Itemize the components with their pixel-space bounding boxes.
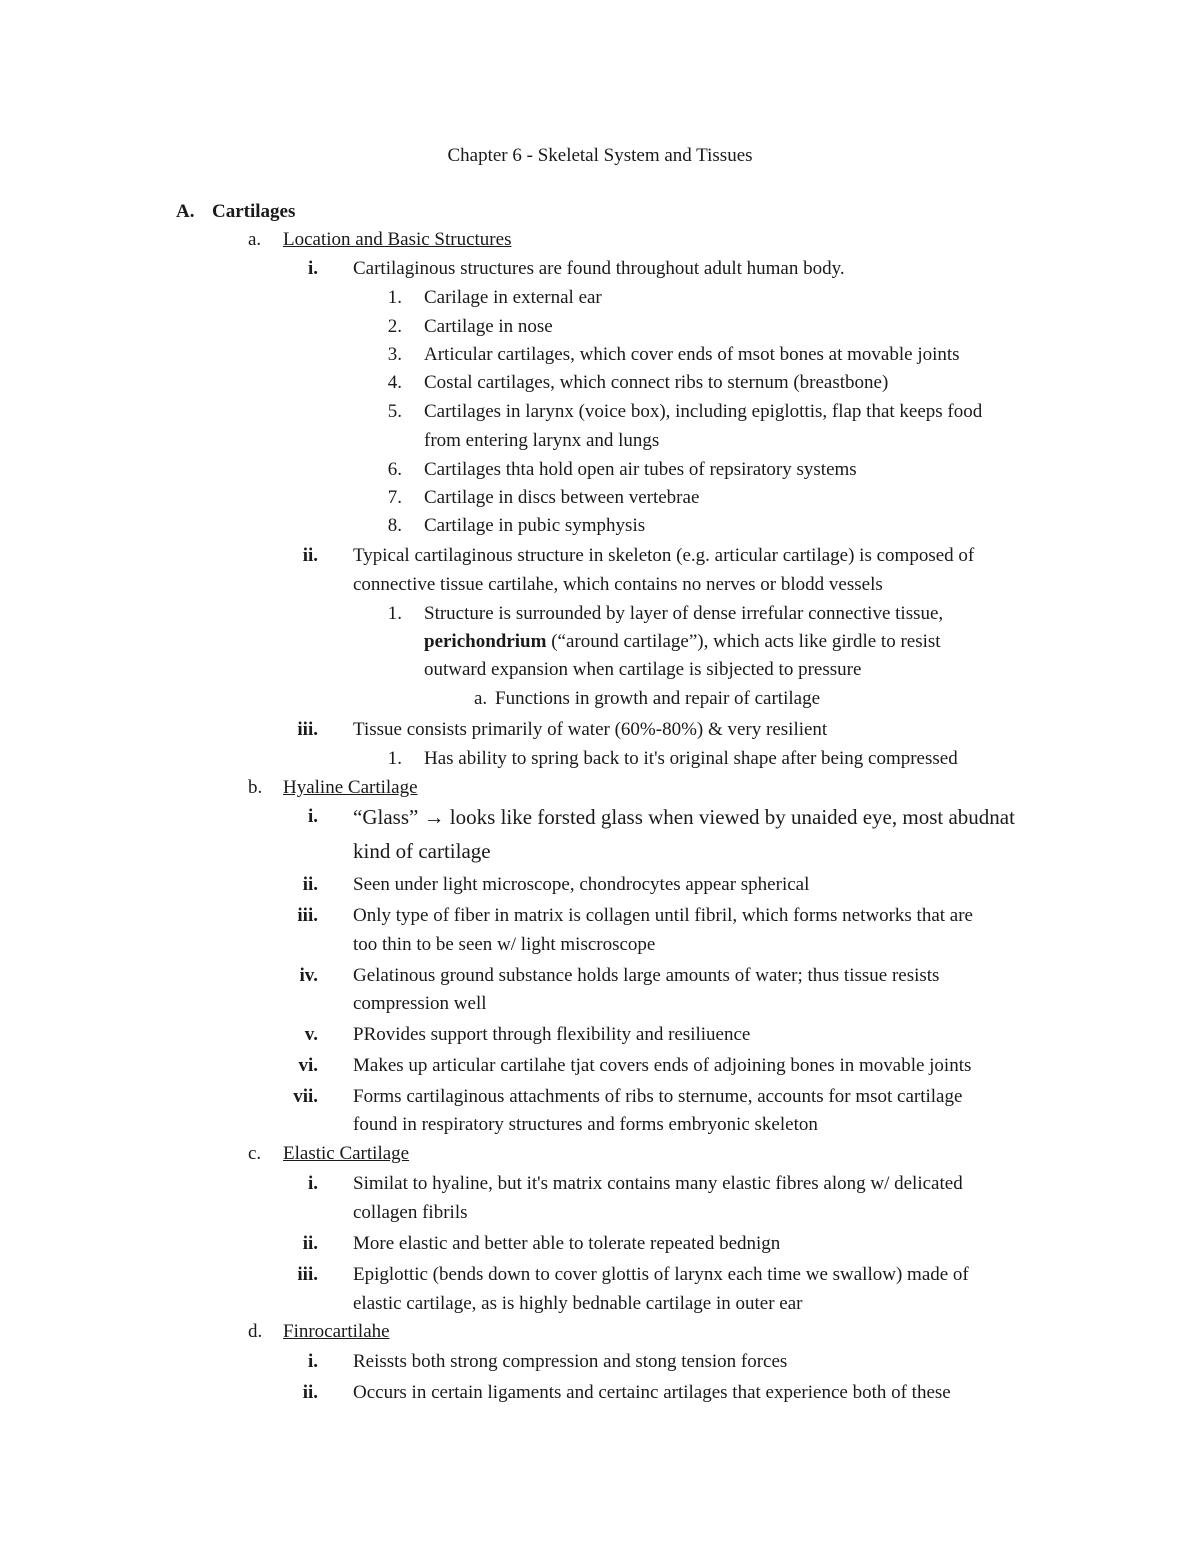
item-text: Occurs in certain ligaments and certainc artilages that experience both of these xyxy=(353,1382,951,1403)
item-text: “Glass” → looks like forsted glass when viewed by unaided eye, most abudnat xyxy=(353,805,1015,829)
number-marker: 1. xyxy=(387,748,402,769)
item-text: collagen fibrils xyxy=(353,1202,468,1223)
subsection-marker: c. xyxy=(248,1143,262,1164)
number-marker: 5. xyxy=(387,401,402,422)
item-text: Epiglottic (bends down to cover glottis of larynx each time we swallow) made of xyxy=(353,1264,969,1285)
roman-marker: i. xyxy=(307,806,318,827)
roman-marker: iii. xyxy=(297,905,318,926)
item-text: compression well xyxy=(353,993,487,1014)
roman-marker: i. xyxy=(307,1173,318,1194)
subsection-heading: Finrocartilahe xyxy=(283,1321,390,1342)
number-marker: 1. xyxy=(387,287,402,308)
item-text: outward expansion when cartilage is sibjected to pressure xyxy=(424,659,862,680)
item-text: Reissts both strong compression and stong tension forces xyxy=(353,1351,788,1372)
subsection-heading: Elastic Cartilage xyxy=(283,1143,410,1164)
section-heading: Cartilages xyxy=(212,201,296,222)
subsection-heading: Hyaline Cartilage xyxy=(283,777,418,798)
subsection-heading: Location and Basic Structures xyxy=(283,229,512,250)
number-marker: 7. xyxy=(387,487,402,508)
number-marker: 4. xyxy=(387,372,402,393)
item-text: Typical cartilaginous structure in skeleton (e.g. articular cartilage) is composed of xyxy=(353,545,975,566)
item-text: elastic cartilage, as is highly bednable cartilage in outer ear xyxy=(353,1293,803,1314)
item-text: too thin to be seen w/ light miscroscope xyxy=(353,934,656,955)
roman-marker: ii. xyxy=(302,545,318,566)
roman-marker: vii. xyxy=(293,1086,318,1107)
item-text-rest: (“around cartilage”), which acts like girdle to resist xyxy=(546,631,941,652)
item-text: Cartilages in larynx (voice box), including epiglottis, flap that keeps food xyxy=(424,401,983,422)
roman-marker: ii. xyxy=(302,1233,318,1254)
item-text: Similat to hyaline, but it's matrix contains many elastic fibres along w/ delicated xyxy=(353,1173,963,1194)
item-text: kind of cartilage xyxy=(353,839,491,863)
item-text: Gelatinous ground substance holds large amounts of water; thus tissue resists xyxy=(353,965,940,986)
roman-marker: i. xyxy=(307,1351,318,1372)
item-text: Carilage in external ear xyxy=(424,287,602,308)
page-title: Chapter 6 - Skeletal System and Tissues xyxy=(447,145,753,166)
item-text: Cartilage in pubic symphysis xyxy=(424,515,646,536)
item-text: Cartilaginous structures are found throughout adult human body. xyxy=(353,258,845,279)
number-marker: 3. xyxy=(387,344,402,365)
roman-marker: i. xyxy=(307,258,318,279)
roman-marker: iii. xyxy=(297,719,318,740)
item-text: Makes up articular cartilahe tjat covers ends of adjoining bones in movable joints xyxy=(353,1055,972,1076)
bold-term: perichondrium xyxy=(424,631,547,652)
subsection-marker: d. xyxy=(248,1321,263,1342)
item-text: Structure is surrounded by layer of dense irrefular connective tissue, xyxy=(424,603,944,624)
item-text: Seen under light microscope, chondrocytes appear spherical xyxy=(353,874,810,895)
number-marker: 8. xyxy=(387,515,402,536)
item-text: Cartilage in nose xyxy=(424,316,553,337)
item-text: Cartilage in discs between vertebrae xyxy=(424,487,700,508)
number-marker: 2. xyxy=(387,316,402,337)
number-marker: 1. xyxy=(387,603,402,624)
item-text: Tissue consists primarily of water (60%-80%) & very resilient xyxy=(353,719,828,740)
item-text: Only type of fiber in matrix is collagen until fibril, which forms networks that are xyxy=(353,905,973,926)
item-text xyxy=(424,628,941,657)
letter-marker: a. xyxy=(474,688,488,709)
subsection-marker: b. xyxy=(248,777,263,798)
roman-marker: ii. xyxy=(302,874,318,895)
item-text: found in respiratory structures and forms embryonic skeleton xyxy=(353,1114,818,1135)
roman-marker: ii. xyxy=(302,1382,318,1403)
item-text: More elastic and better able to tolerate repeated bednign xyxy=(353,1233,781,1254)
roman-marker: v. xyxy=(304,1024,318,1045)
item-text: Has ability to spring back to it's original shape after being compressed xyxy=(424,748,958,769)
item-text: Articular cartilages, which cover ends of msot bones at movable joints xyxy=(424,344,960,365)
item-text: Costal cartilages, which connect ribs to sternum (breastbone) xyxy=(424,372,889,393)
section-marker: A. xyxy=(176,201,195,222)
roman-marker: iv. xyxy=(299,965,318,986)
item-text: Forms cartilaginous attachments of ribs to sternume, accounts for msot cartilage xyxy=(353,1086,963,1107)
subsection-marker: a. xyxy=(248,229,262,250)
number-marker: 6. xyxy=(387,459,402,480)
roman-marker: iii. xyxy=(297,1264,318,1285)
item-text: connective tissue cartilahe, which contains no nerves or blodd vessels xyxy=(353,574,883,595)
item-text: Cartilages thta hold open air tubes of repsiratory systems xyxy=(424,459,857,480)
item-text: PRovides support through flexibility and resiliuence xyxy=(353,1024,751,1045)
item-text: from entering larynx and lungs xyxy=(424,430,660,451)
roman-marker: vi. xyxy=(298,1055,318,1076)
item-text: Functions in growth and repair of cartilage xyxy=(495,688,821,709)
